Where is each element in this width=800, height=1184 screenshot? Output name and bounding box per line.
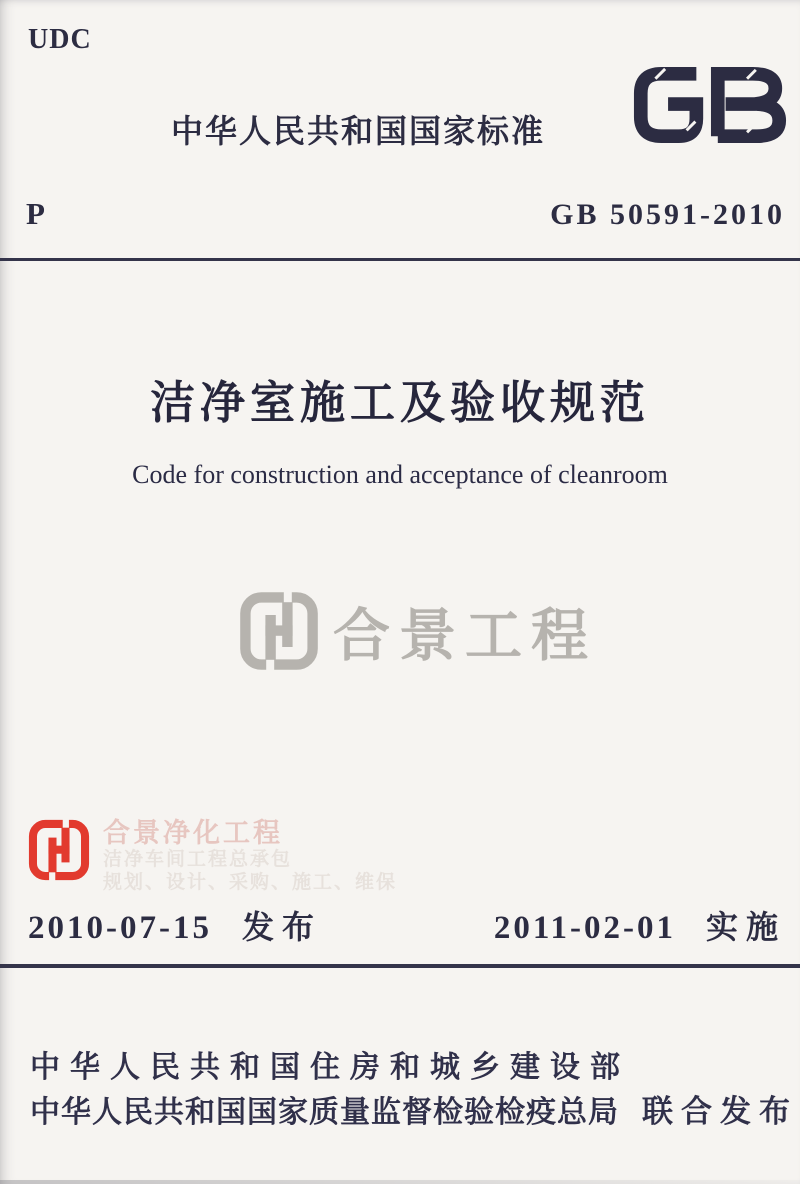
joint-issue-label: 联合发布 [642,1094,798,1129]
udc-label: UDC [28,24,92,55]
company-block [28,818,397,894]
standard-code: GB 50591-2010 [550,198,785,231]
company-name: 合景净化工程 [103,818,283,848]
dates-row [28,902,786,948]
doc-class-label: P [26,196,45,231]
publisher-agency-2: 中华人民共和国国家质量监督检验检疫总局 [30,1096,619,1129]
issue-date-pair [28,902,322,948]
hejing-logo-icon [28,818,90,882]
scan-bottom-edge [0,1180,800,1184]
effective-date-pair [494,902,786,948]
effective-label: 实施 [705,909,786,945]
middle-divider [0,964,800,968]
watermark [18,590,800,672]
standard-title-en: Code for construction and acceptance of cleanroom [132,460,668,489]
standard-title-cn: 洁净室施工及验收规范 [149,378,650,428]
company-text [103,818,397,894]
hejing-monogram-watermark-icon [239,591,319,671]
gb-emblem-icon [632,64,788,146]
watermark-text: 合景工程 [333,604,597,668]
issue-label: 发布 [241,909,322,945]
national-standard-heading: 中华人民共和国国家标准 [170,113,545,149]
company-tagline-2: 规划、设计、采购、施工、维保 [103,872,398,893]
issue-date: 2010-07-15 [28,910,212,946]
publisher-agency-1: 中华人民共和国住房和城乡建设部 [30,1051,630,1084]
company-tagline-1: 洁净车间工程总承包 [103,849,293,870]
top-divider [0,258,800,261]
effective-date: 2011-02-01 [493,910,676,946]
